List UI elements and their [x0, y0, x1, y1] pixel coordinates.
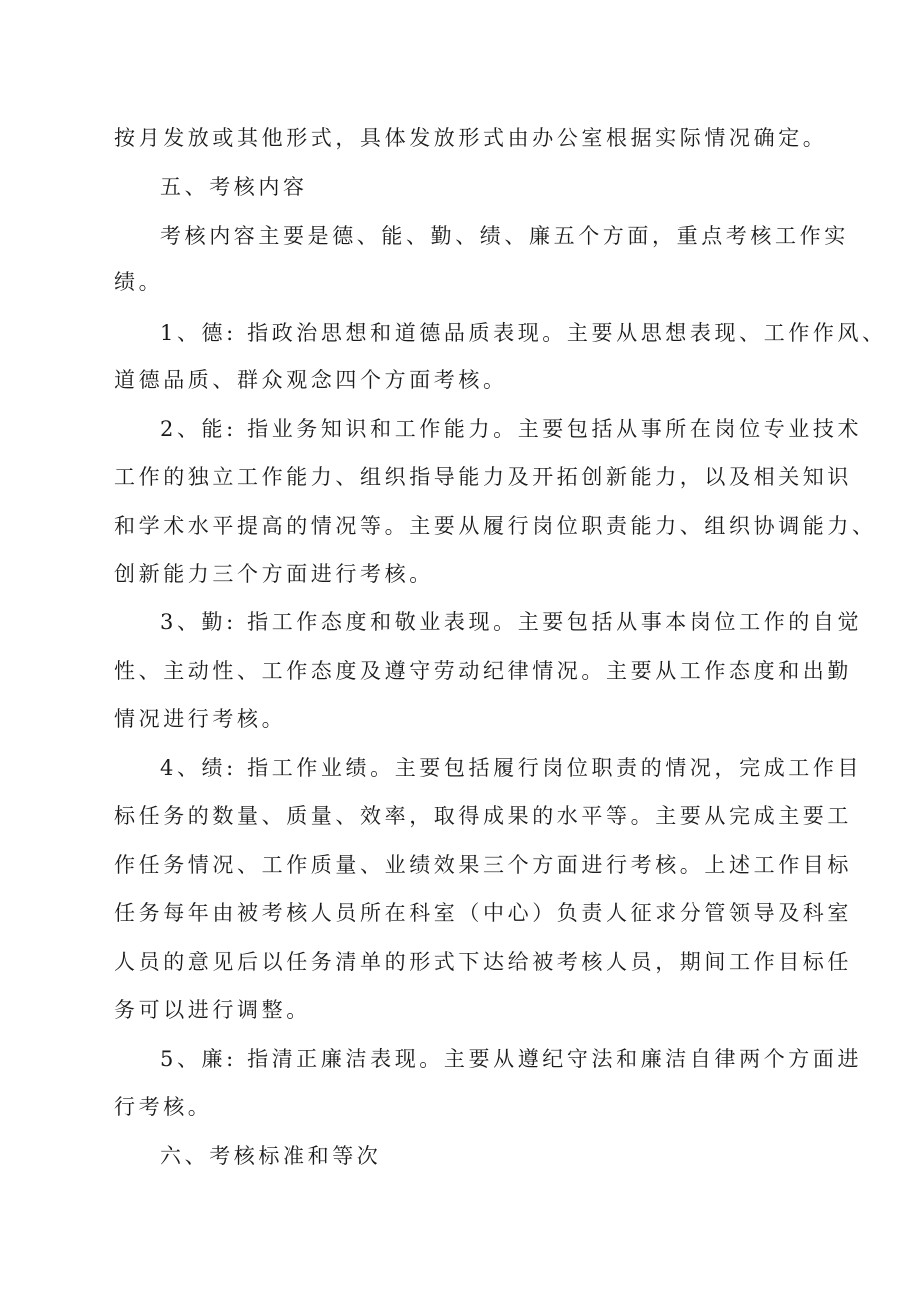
- text-line: 按月发放或其他形式，具体发放形式由办公室根据实际情况确定。: [114, 126, 828, 150]
- text-line: 情况进行考核。: [114, 707, 287, 731]
- section-heading: 五、考核内容: [160, 175, 308, 199]
- text-line: 道德品质、群众观念四个方面考核。: [114, 368, 508, 392]
- text-line: 行考核。: [114, 1095, 213, 1119]
- text-line: 人员的意见后以任务清单的形式下达给被考核人员，期间工作目标任: [114, 950, 852, 974]
- text-line: 工作的独立工作能力、组织指导能力及开拓创新能力，以及相关知识: [114, 465, 852, 489]
- text-line: 和学术水平提高的情况等。主要从履行岗位职责能力、组织协调能力、: [114, 514, 877, 538]
- text-line: 作任务情况、工作质量、业绩效果三个方面进行考核。上述工作目标: [114, 853, 852, 877]
- text-line: 1、德: 指政治思想和道德品质表现。主要从思想表现、工作作风、: [160, 321, 887, 345]
- text-line: 5、廉: 指清正廉洁表现。主要从遵纪守法和廉洁自律两个方面进: [160, 1047, 863, 1071]
- text-line: 绩。: [114, 270, 164, 294]
- text-line: 性、主动性、工作态度及遵守劳动纪律情况。主要从工作态度和出勤: [114, 659, 852, 683]
- text-line: 务可以进行调整。: [114, 998, 311, 1022]
- text-line: 4、绩: 指工作业绩。主要包括履行岗位职责的情况，完成工作目: [160, 756, 863, 780]
- text-line: 考核内容主要是德、能、勤、绩、廉五个方面，重点考核工作实: [160, 224, 849, 248]
- text-line: 任务每年由被考核人员所在科室（中心）负责人征求分管领导及科室: [114, 901, 852, 925]
- text-line: 标任务的数量、质量、效率，取得成果的水平等。主要从完成主要工: [114, 804, 852, 828]
- text-line: 创新能力三个方面进行考核。: [114, 562, 434, 586]
- text-line: 3、勤: 指工作态度和敬业表现。主要包括从事本岗位工作的自觉: [160, 610, 863, 634]
- text-line: 2、能: 指业务知识和工作能力。主要包括从事所在岗位专业技术: [160, 417, 863, 441]
- section-heading: 六、考核标准和等次: [160, 1144, 382, 1168]
